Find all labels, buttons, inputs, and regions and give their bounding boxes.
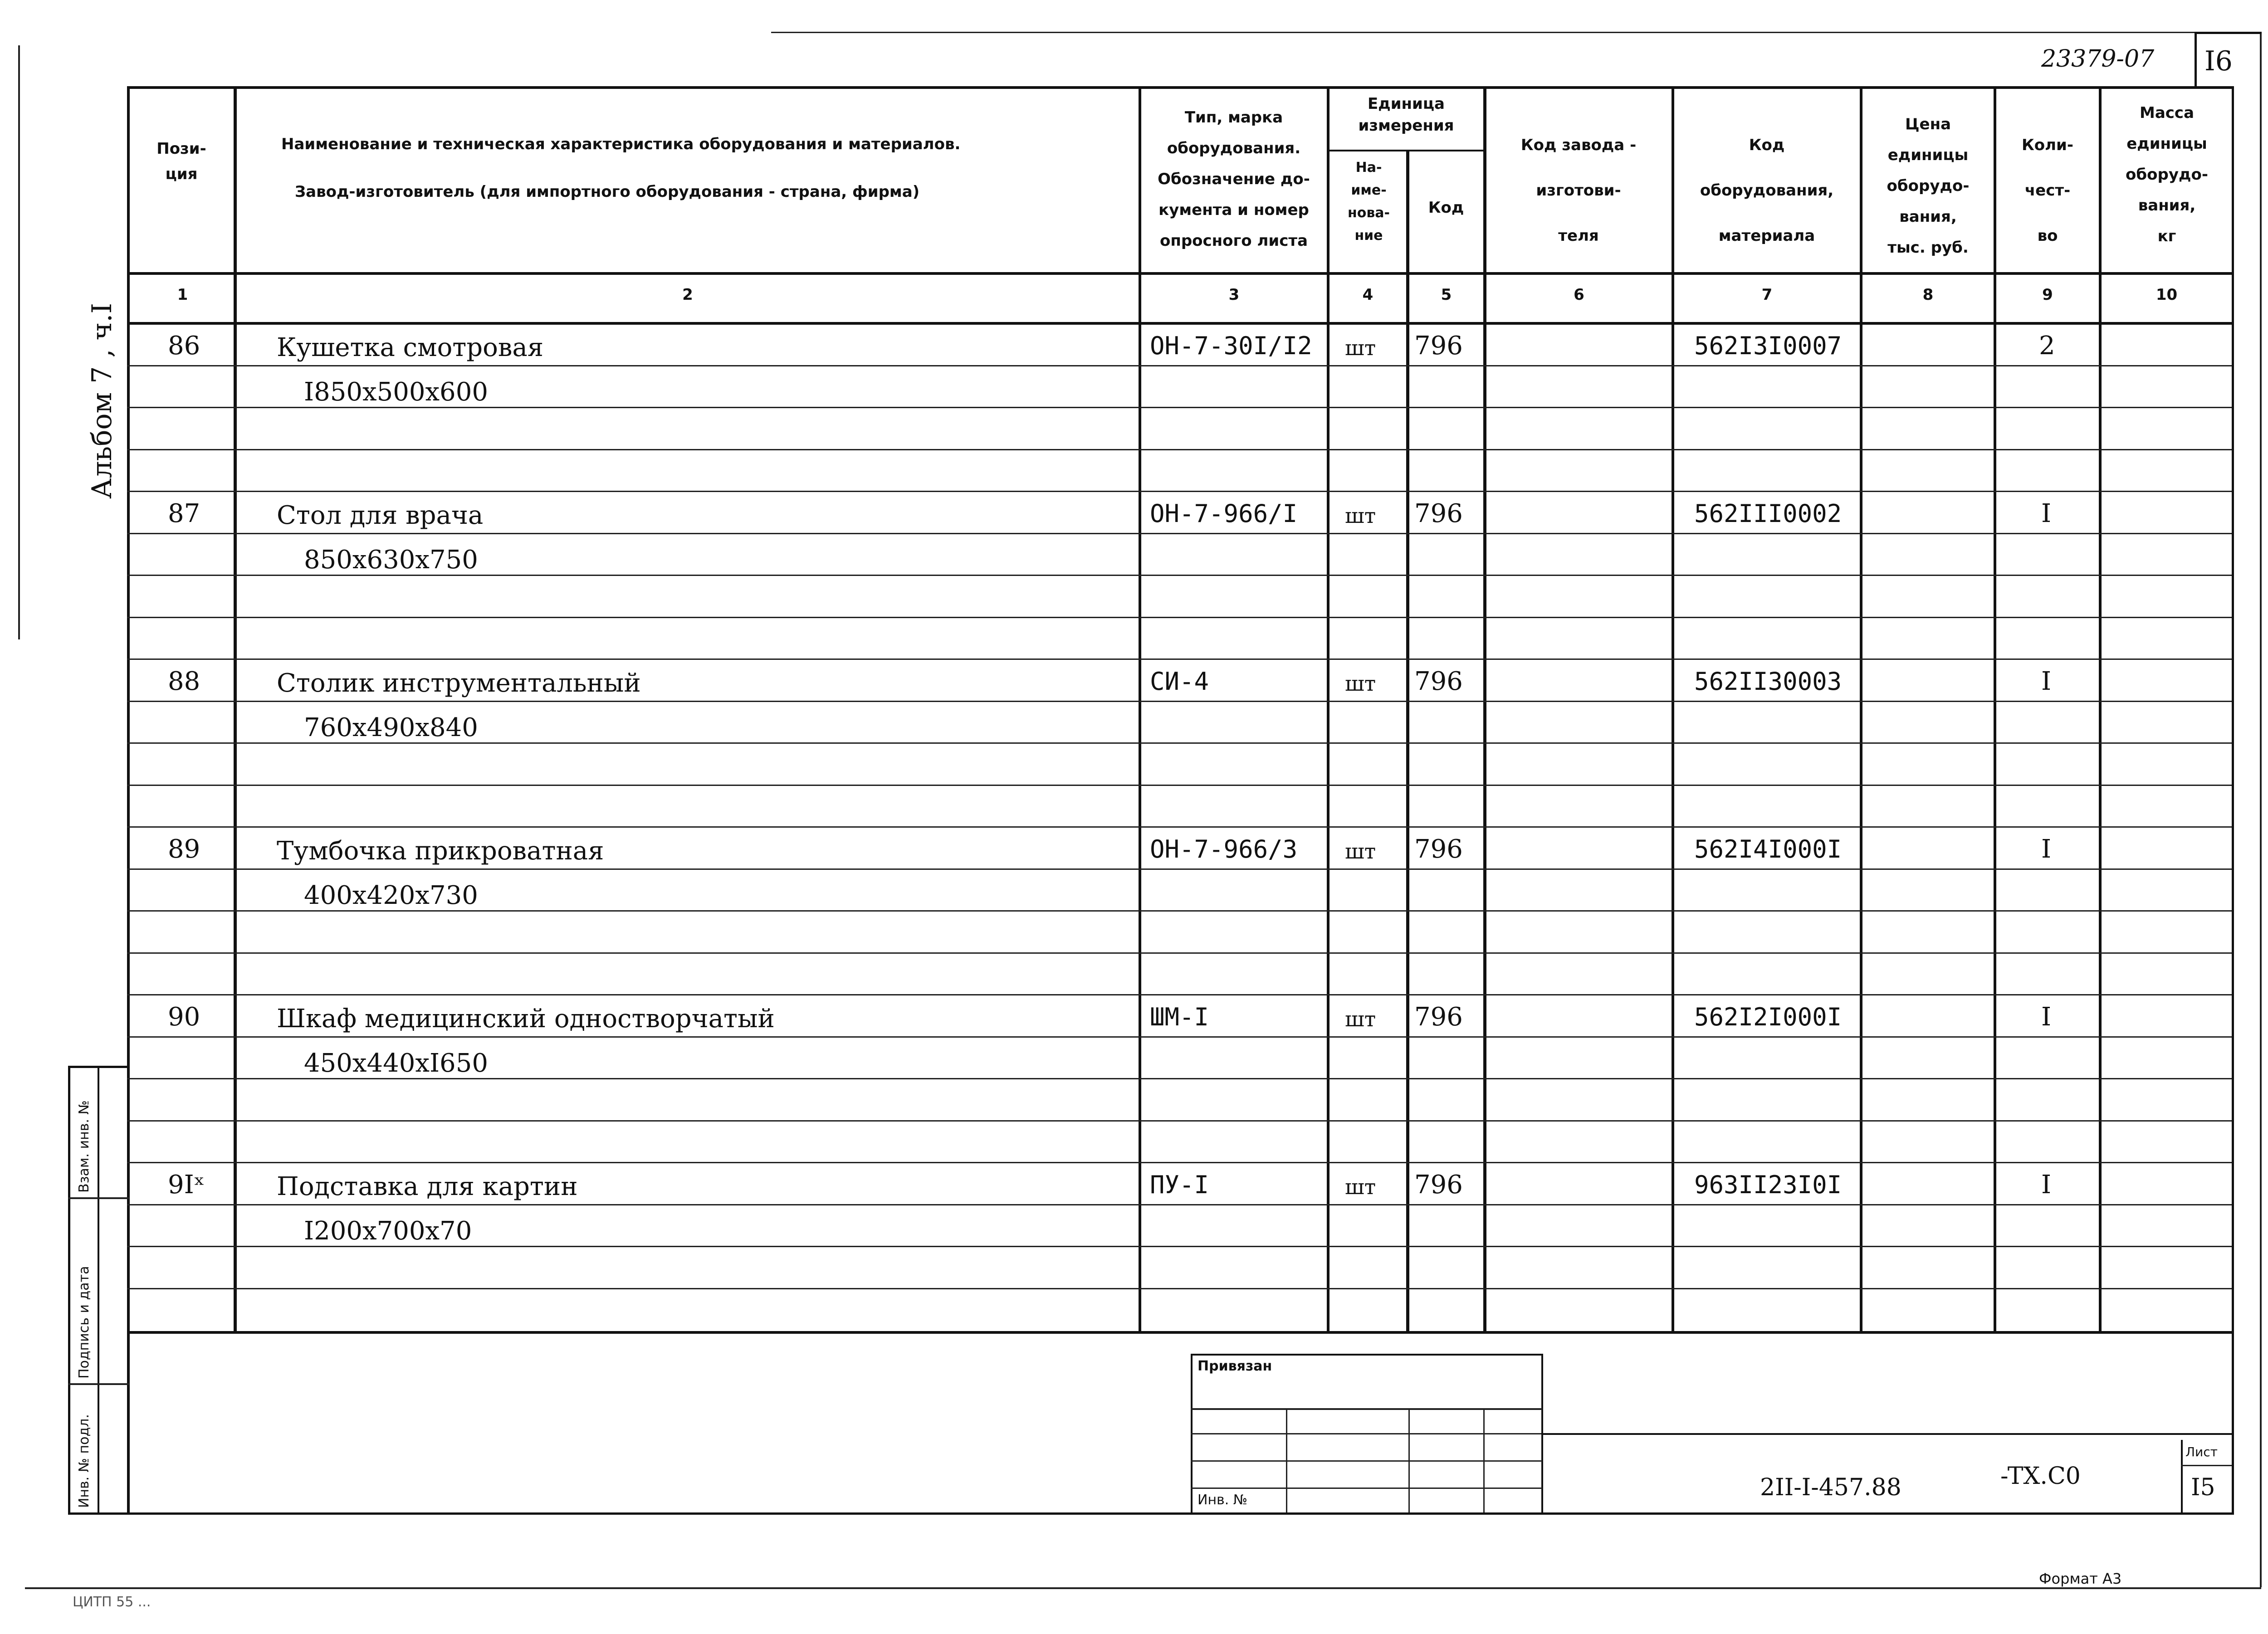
- row-86-name: Кушетка смотровая: [277, 333, 544, 362]
- row-86-equipment-code: 562I3I0007: [1694, 332, 1842, 360]
- side-label-podpis-data: Подпись и дата: [76, 1266, 92, 1379]
- row-86-type: ОН-7-30I/I2: [1150, 332, 1312, 360]
- stamp-col3: [1483, 1408, 1485, 1512]
- top-document-code: 23379-07: [2041, 45, 2155, 73]
- row-86-position: 86: [168, 331, 200, 361]
- row-91-name: Подставка для картин: [277, 1172, 578, 1201]
- row-88-type: СИ-4: [1150, 667, 1209, 696]
- col-sep-6: [1672, 86, 1674, 1333]
- colnum-8: 8: [1922, 286, 1934, 304]
- colnum-2: 2: [682, 286, 693, 304]
- colnum-7: 7: [1761, 286, 1773, 304]
- row-line: [127, 952, 2232, 954]
- row-line: [127, 449, 2232, 450]
- header-factory-code: Код завода - изготови- теля: [1520, 136, 1637, 245]
- side-stamp-sep1: [68, 1197, 129, 1199]
- col-sep-9: [2099, 86, 2102, 1333]
- row-91-quantity: I: [2041, 1170, 2052, 1200]
- row-87-unit: шт: [1345, 503, 1376, 528]
- row-89-dimensions: 400x420x730: [304, 881, 478, 910]
- row-90-equipment-code: 562I2I000I: [1694, 1003, 1842, 1031]
- sheet-box-left: [2181, 1440, 2183, 1512]
- header-unit-name: На- име- нова- ние: [1347, 160, 1390, 244]
- header-mass: Масса единицы оборудо- вания, кг: [2126, 104, 2208, 245]
- side-stamp-mid: [98, 1066, 99, 1515]
- row-line: [127, 1120, 2232, 1122]
- row-87-dimensions: 850x630x750: [304, 545, 478, 575]
- page-left-edge: [18, 45, 20, 639]
- footer-document-code: 2II-I-457.88: [1760, 1474, 1901, 1501]
- row-90-position: 90: [168, 1002, 200, 1032]
- sheet-label: Лист: [2185, 1444, 2218, 1459]
- row-88-unit-code: 796: [1414, 667, 1463, 696]
- colnum-1: 1: [177, 286, 188, 304]
- row-line: [127, 785, 2232, 786]
- sheet-number: I5: [2191, 1474, 2215, 1501]
- row-89-unit: шт: [1345, 839, 1376, 863]
- row-90-unit: шт: [1345, 1007, 1376, 1031]
- row-89-type: ОН-7-966/3: [1150, 835, 1298, 863]
- row-line: [127, 1162, 2232, 1163]
- row-88-name: Столик инструментальный: [277, 668, 641, 698]
- stamp-sep2: [1191, 1433, 1542, 1434]
- side-stamp-sep2: [68, 1383, 129, 1385]
- col-sep-1: [234, 86, 237, 1333]
- row-89-unit-code: 796: [1414, 834, 1463, 864]
- title-block-bottom: [127, 1512, 2232, 1515]
- row-88-unit: шт: [1345, 671, 1376, 696]
- row-91-dimensions: I200x700x70: [304, 1216, 472, 1246]
- colnum-bottom-border: [127, 322, 2232, 325]
- header-quantity: Коли- чест- во: [2022, 136, 2073, 245]
- row-90-name: Шкаф медицинский одностворчатый: [277, 1004, 775, 1034]
- col-sep-right: [2232, 86, 2234, 1333]
- row-87-type: ОН-7-966/I: [1150, 499, 1298, 528]
- row-87-name: Стол для врача: [277, 501, 484, 530]
- row-line: [127, 994, 2232, 995]
- side-label-vzam-inv: Взам. инв. №: [76, 1100, 92, 1193]
- row-91-unit: шт: [1345, 1175, 1376, 1199]
- page-right-edge: [2260, 32, 2262, 1587]
- row-88-quantity: I: [2041, 667, 2052, 696]
- table-top-border: [127, 86, 2232, 89]
- row-91-position: 9Iˣ: [168, 1170, 205, 1200]
- stamp-sep1: [1191, 1408, 1542, 1410]
- row-86-quantity: 2: [2039, 331, 2055, 361]
- title-block-right: [2232, 1331, 2234, 1515]
- colnum-4: 4: [1362, 286, 1374, 304]
- page-bottom-edge: [25, 1587, 2261, 1589]
- page-top-edge: [771, 32, 2259, 33]
- page-number-box-left: [2195, 32, 2197, 86]
- col-sep-4: [1406, 150, 1409, 1333]
- row-91-unit-code: 796: [1414, 1170, 1463, 1200]
- colnum-9: 9: [2042, 286, 2053, 304]
- row-line: [127, 658, 2232, 660]
- stamp-col2: [1408, 1408, 1410, 1512]
- row-line: [127, 491, 2232, 492]
- stamp-col1: [1286, 1408, 1287, 1512]
- header-name-line2: Завод-изготовитель (для импортного оборудования - страна, фирма): [295, 183, 920, 201]
- stamp-sep4: [1191, 1488, 1542, 1489]
- row-90-quantity: I: [2041, 1002, 2052, 1032]
- col-sep-3: [1327, 86, 1330, 1333]
- row-89-name: Тумбочка прикроватная: [277, 836, 604, 866]
- row-88-equipment-code: 562II30003: [1694, 667, 1842, 696]
- stamp-inv-label: Инв. №: [1198, 1492, 1248, 1508]
- row-88-dimensions: 760x490x840: [304, 713, 478, 742]
- row-90-unit-code: 796: [1414, 1002, 1463, 1032]
- title-main-top: [1541, 1433, 2232, 1435]
- colnum-10: 10: [2156, 286, 2178, 304]
- data-bottom-border: [127, 1331, 2232, 1334]
- row-89-quantity: I: [2041, 834, 2052, 864]
- colnum-5: 5: [1441, 286, 1452, 304]
- header-equipment-code: Код оборудования, материала: [1700, 136, 1834, 245]
- col-sep-2: [1139, 86, 1141, 1333]
- col-sep-left: [127, 86, 130, 1515]
- colnum-3: 3: [1228, 286, 1240, 304]
- header-unit-group: Единица измерения: [1358, 95, 1454, 135]
- page-number-box-top: [2195, 32, 2262, 34]
- header-bottom-border: [127, 272, 2232, 275]
- album-label: Альбом 7 , ч.I: [86, 302, 118, 499]
- header-name-line1: Наименование и техническая характеристика оборудования и материалов.: [281, 135, 961, 153]
- row-line: [127, 826, 2232, 828]
- col-sep-8: [1994, 86, 1996, 1333]
- row-91-equipment-code: 963II23I0I: [1694, 1171, 1842, 1199]
- row-line: [127, 1288, 2232, 1289]
- header-type: Тип, марка оборудования. Обозначение до- кумента и номер опросного листа: [1158, 108, 1310, 250]
- row-86-unit-code: 796: [1414, 331, 1463, 361]
- row-87-quantity: I: [2041, 499, 2052, 528]
- col-sep-7: [1860, 86, 1862, 1333]
- header-unit-code: Код: [1428, 199, 1464, 217]
- colnum-6: 6: [1574, 286, 1584, 304]
- sheet-box-sep: [2181, 1465, 2232, 1466]
- side-stamp-top: [68, 1066, 129, 1068]
- stamp-sep3: [1191, 1460, 1542, 1462]
- row-89-equipment-code: 562I4I000I: [1694, 835, 1842, 863]
- col-sep-5: [1483, 86, 1486, 1333]
- top-page-number: I6: [2204, 45, 2233, 77]
- row-87-equipment-code: 562III0002: [1694, 499, 1842, 528]
- row-86-dimensions: I850x500x600: [304, 377, 488, 407]
- format-label: Формат A3: [2039, 1570, 2122, 1587]
- stamp-top: [1191, 1354, 1542, 1356]
- row-line: [127, 617, 2232, 618]
- side-label-inv-podl: Инв. № подл.: [76, 1414, 92, 1508]
- row-90-dimensions: 450x440xI650: [304, 1049, 488, 1078]
- footer-document-suffix: -TX.C0: [2000, 1463, 2081, 1490]
- bottom-left-stamp: ЦИТП 55 ...: [73, 1594, 151, 1610]
- stamp-privyazan-label: Привязан: [1198, 1358, 1272, 1374]
- header-price: Цена единицы оборудо- вания, тыс. руб.: [1887, 115, 1970, 257]
- row-87-unit-code: 796: [1414, 499, 1463, 528]
- unit-group-divider: [1327, 150, 1486, 151]
- side-stamp-bottom: [68, 1512, 129, 1515]
- header-position: Пози- ция: [156, 140, 206, 183]
- side-stamp-left: [68, 1066, 70, 1515]
- row-91-type: ПУ-I: [1150, 1171, 1209, 1199]
- row-89-position: 89: [168, 834, 200, 864]
- row-90-type: ШМ-I: [1150, 1003, 1209, 1031]
- row-88-position: 88: [168, 667, 200, 696]
- row-87-position: 87: [168, 499, 200, 528]
- row-86-unit: шт: [1345, 336, 1376, 360]
